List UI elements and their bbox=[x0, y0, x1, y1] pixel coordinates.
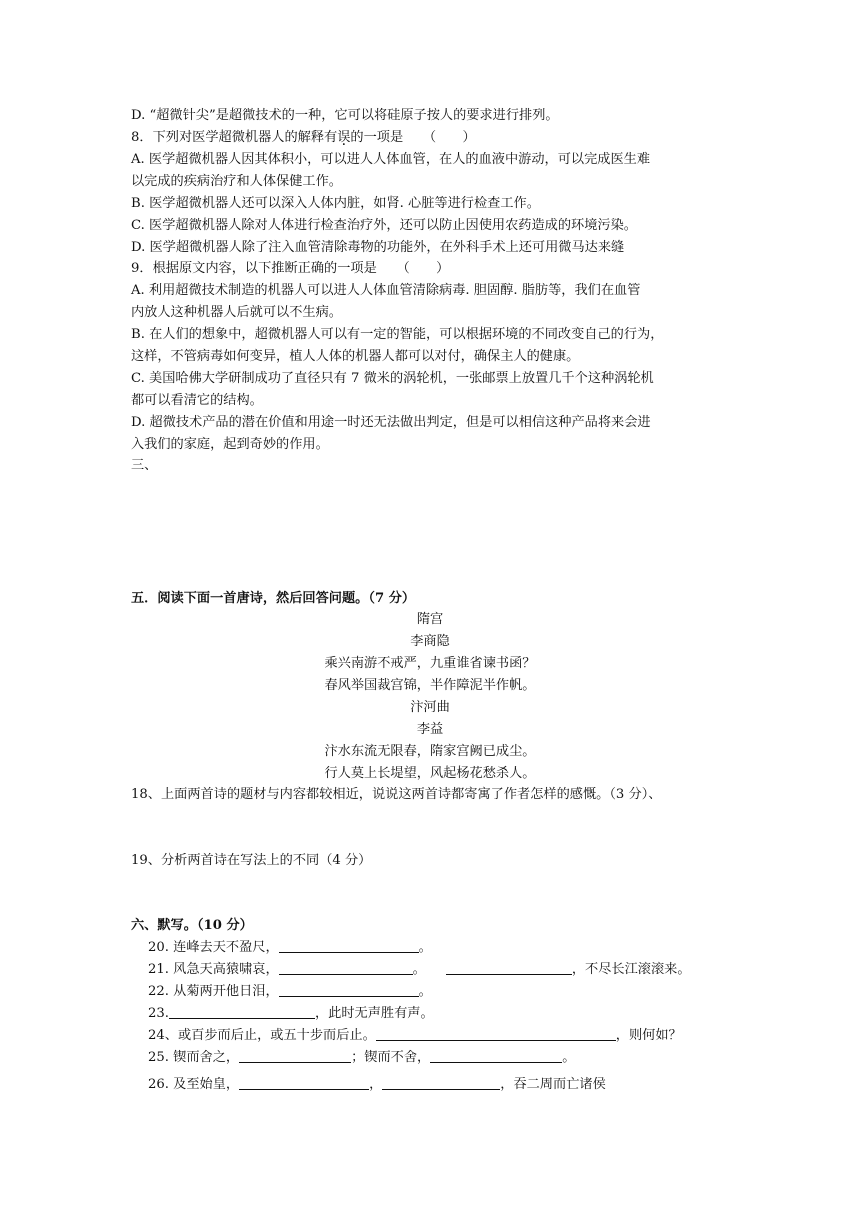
q8-option-c: C. 医学超微机器人除对人体进行检查治疗外，还可以防止因使用农药造成的环境污染。 bbox=[131, 218, 637, 233]
poem1-author: 李商隐 bbox=[410, 634, 450, 649]
section-5-heading: 五．阅读下面一首唐诗，然后回答问题。（7 分） bbox=[131, 591, 416, 606]
q8-option-a: A. 医学超微机器人因其体积小，可以进人人体血管，在人的血液中游动，可以完成医生难 bbox=[131, 152, 651, 167]
q8-stem: 8．下列对医学超微机器人的解释有误的一项是 （ ） bbox=[131, 130, 476, 145]
q9-option-c: C. 美国哈佛大学研制成功了直径只有 7 微米的涡轮机，一张邮票上放置几千个这种涡轮机 bbox=[131, 371, 654, 386]
q9-stem: 9．根据原文内容，以下推断正确的一项是 （ ） bbox=[131, 261, 450, 276]
q9-option-a: A. 利用超微技术制造的机器人可以进人人体血管清除病毒. 胆固醇. 脂肪等，我们在血管 bbox=[131, 283, 641, 298]
section-3-heading: 三、 bbox=[131, 458, 158, 473]
q9-option-a-cont: 内放人这种机器人后就可以不生病。 bbox=[131, 305, 342, 320]
answer-blank[interactable] bbox=[239, 1075, 369, 1090]
answer-blank[interactable] bbox=[279, 960, 413, 975]
q8-option-d: D. 医学超微机器人除了注入血管清除毒物的功能外，在外科手术上还可用微马达来缝 bbox=[131, 240, 625, 255]
q7-option-d: D. “超微针尖”是超微技术的一种，它可以将硅原子按人的要求进行排列。 bbox=[131, 108, 559, 123]
question-26: 26. 及至始皇， ， ，吞二周而亡诸侯 bbox=[148, 1077, 606, 1092]
q9-option-c-cont: 都可以看清它的结构。 bbox=[131, 393, 263, 408]
poem2-line1: 汴水东流无限春，隋家宫阙已成尘。 bbox=[324, 744, 536, 759]
answer-blank[interactable] bbox=[430, 1048, 562, 1063]
q8-option-a-cont: 以完成的疾病治疗和人体保健工作。 bbox=[131, 174, 342, 189]
answer-blank[interactable] bbox=[279, 982, 419, 997]
poem2-line2: 行人莫上长堤望，风起杨花愁杀人。 bbox=[324, 766, 536, 781]
answer-blank[interactable] bbox=[382, 1075, 500, 1090]
answer-blank[interactable] bbox=[169, 1004, 315, 1019]
q9-option-d: D. 超微技术产品的潜在价值和用途一时还无法做出判定，但是可以相信这种产品将来会进 bbox=[131, 415, 651, 430]
section-6-heading: 六、默写。（10 分） bbox=[131, 918, 253, 933]
q9-option-d-cont: 入我们的家庭，起到奇妙的作用。 bbox=[131, 437, 329, 452]
poem1-title: 隋宫 bbox=[416, 612, 444, 627]
question-25: 25. 锲而舍之， ；锲而不舍， 。 bbox=[148, 1050, 576, 1065]
q8-option-b: B. 医学超微机器人还可以深入人体内脏，如肾. 心脏等进行检查工作。 bbox=[131, 196, 540, 211]
answer-blank[interactable] bbox=[279, 938, 419, 953]
question-20: 20. 连峰去天不盈尺， 。 bbox=[148, 940, 432, 955]
poem2-title: 汴河曲 bbox=[410, 700, 450, 715]
q9-option-b: B. 在人们的想象中，超微机器人可以有一定的智能，可以根据环境的不同改变自己的行为， bbox=[131, 327, 664, 342]
answer-blank[interactable] bbox=[239, 1048, 351, 1063]
answer-blank[interactable] bbox=[376, 1026, 616, 1041]
question-24: 24、或百步而后止，或五十步而后止。 ，则何如？ bbox=[148, 1028, 682, 1043]
q9-option-b-cont: 这样，不管病毒如何变异，植人人体的机器人都可以对付，确保主人的健康。 bbox=[131, 349, 580, 364]
question-21: 21. 风急天高猿啸哀， 。 ，不尽长江滚滚来。 bbox=[148, 962, 691, 977]
poem2-author: 李益 bbox=[416, 722, 444, 737]
question-23: 23. ，此时无声胜有声。 bbox=[148, 1006, 434, 1021]
answer-blank[interactable] bbox=[446, 960, 572, 975]
poem1-line2: 春风举国裁宫锦，半作障泥半作帆。 bbox=[324, 678, 536, 693]
question-22: 22. 从菊两开他日泪， 。 bbox=[148, 984, 432, 999]
question-18: 18、上面两首诗的题材与内容都较相近，说说这两首诗都寄寓了作者怎样的感慨。（3 分）、 bbox=[131, 787, 662, 802]
question-19: 19、分析两首诗在写法上的不同（4 分） bbox=[131, 853, 372, 868]
poem1-line1: 乘兴南游不戒严，九重谁省谏书函？ bbox=[324, 656, 536, 671]
